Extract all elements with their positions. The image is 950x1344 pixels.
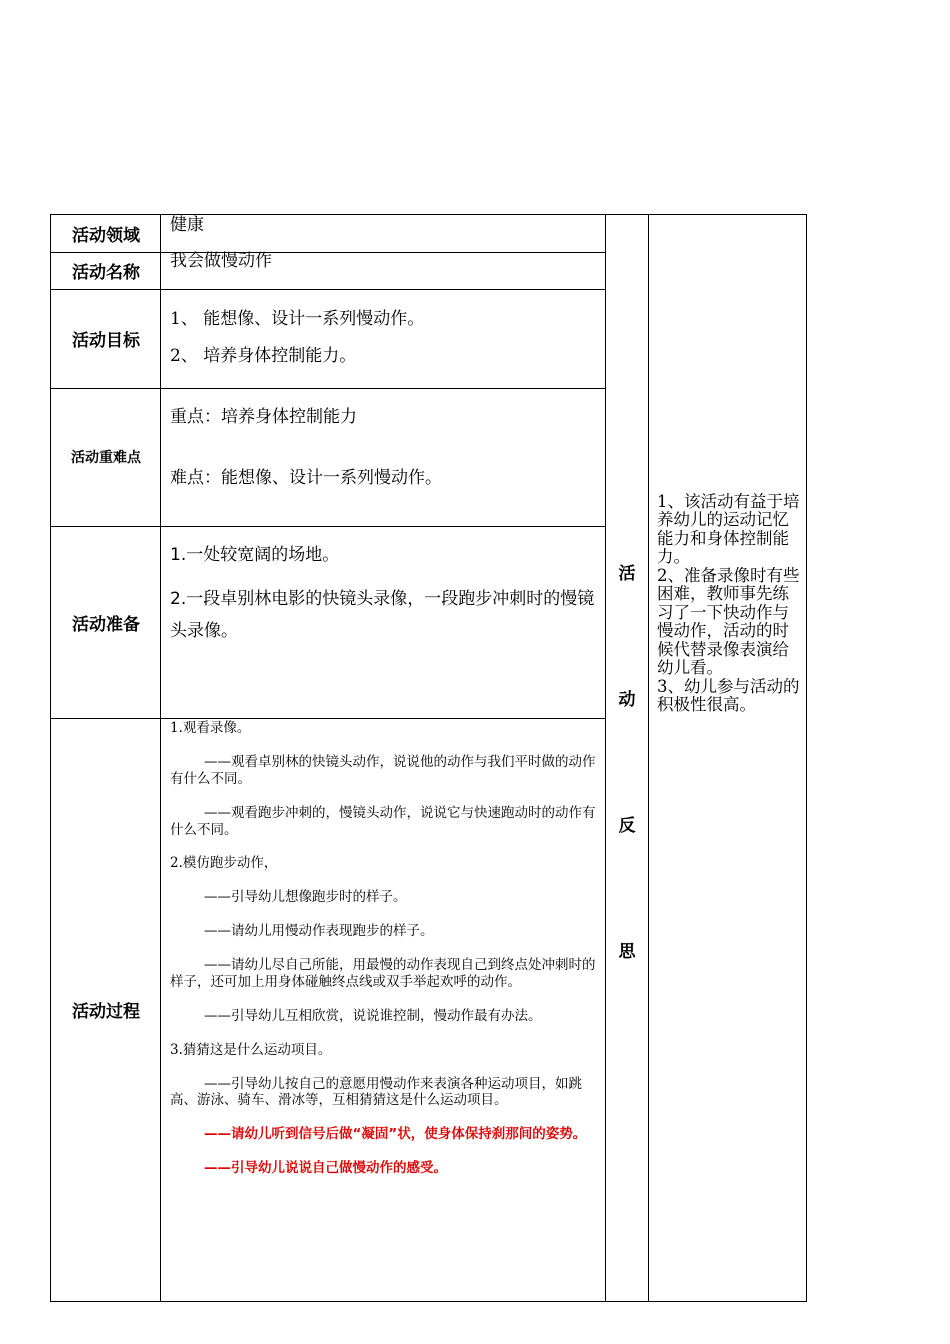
- preparation-item-2: 2.一段卓别林电影的快镜头录像，一段跑步冲刺时的慢镜头录像。: [170, 589, 595, 642]
- preparation-item-1: 1.一处较宽阔的场地。: [170, 545, 340, 565]
- process-step-2c: ——请幼儿尽自己所能，用最慢的动作表现自己到终点处冲刺时的样子，还可加上用身体碰触终点线或双手举起欢呼的动作。: [170, 957, 596, 990]
- label-domain: 活动领域: [72, 226, 140, 246]
- goal-item-2: 2、 培养身体控制能力。: [170, 346, 357, 366]
- reflection-item-1: 1、该活动有益于培养幼儿的运动记忆能力和身体控制能力。: [657, 492, 800, 567]
- label-keypoints: 活动重难点: [71, 450, 141, 466]
- process-step-3b: ——请幼儿听到信号后做“凝固”状，使身体保持刹那间的姿势。: [204, 1126, 587, 1143]
- process-step-1a: ——观看卓别林的快镜头动作，说说他的动作与我们平时做的动作有什么不同。: [170, 753, 596, 787]
- key-point: 重点：培养身体控制能力: [170, 407, 357, 427]
- process-step-2d: ——引导幼儿互相欣赏，说说谁控制，慢动作最有办法。: [204, 1007, 542, 1024]
- label-preparation: 活动准备: [72, 614, 140, 635]
- reflection-label-char-2: 动: [618, 690, 636, 710]
- process-step-3c: ——引导幼儿说说自己做慢动作的感受。: [204, 1160, 447, 1177]
- activity-name-value: 我会做慢动作: [170, 251, 272, 271]
- difficulty-point: 难点：能想像、设计一系列慢动作。: [170, 468, 442, 488]
- label-process: 活动过程: [72, 1002, 140, 1022]
- reflection-label-char-4: 思: [618, 942, 636, 962]
- reflection-item-2: 2、准备录像时有些困难，教师事先练习了一下快动作与慢动作，活动的时候代替录像表演给幼儿看。: [657, 565, 800, 678]
- label-name: 活动名称: [72, 263, 140, 283]
- label-goals: 活动目标: [72, 331, 140, 351]
- process-step-1b: ——观看跑步冲刺的，慢镜头动作，说说它与快速跑动时的动作有什么不同。: [170, 804, 596, 838]
- reflection-content: [657, 493, 805, 715]
- domain-value: 健康: [170, 215, 204, 235]
- process-step-3a: ——引导幼儿按自己的意愿用慢动作来表演各种运动项目，如跳高、游泳、骑车、滑冰等，互相猜猜这是什么运动项目。: [170, 1075, 582, 1109]
- process-step-3: 3.猜猜这是什么运动项目。: [170, 1041, 332, 1058]
- process-step-2b: ——请幼儿用慢动作表现跑步的样子。: [204, 923, 434, 940]
- process-step-2: 2.模仿跑步动作，: [170, 855, 278, 872]
- reflection-label-char-3: 反: [618, 816, 636, 836]
- activity-plan-table: [50, 214, 807, 1302]
- reflection-item-3: 3、幼儿参与活动的积极性很高。: [657, 676, 800, 715]
- process-step-1: 1.观看录像。: [170, 720, 251, 736]
- goal-item-1: 1、 能想像、设计一系列慢动作。: [170, 309, 425, 329]
- process-content: [170, 720, 600, 1194]
- process-step-2a: ——引导幼儿想像跑步时的样子。: [204, 889, 407, 906]
- reflection-label-char-1: 活: [618, 564, 636, 584]
